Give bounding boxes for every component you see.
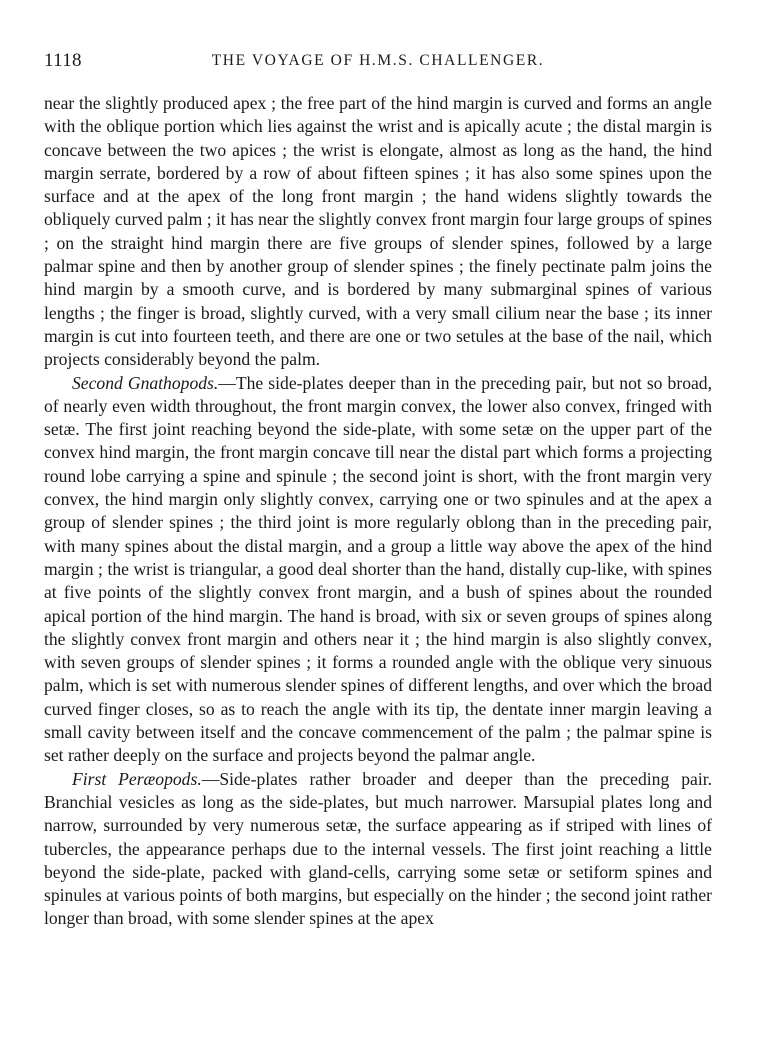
body-text	[44, 92, 712, 931]
section-heading: Second Gnathopods.	[72, 372, 219, 393]
paragraph-first-peraeopods	[44, 768, 712, 931]
paragraph-second-gnathopods	[44, 372, 712, 768]
paragraph-text: —Side-plates rather broader and deeper than the preceding pair. Branchial vesicles as long as the side-plates, but much narrower. Marsupial plates long and narrow, surrounded by very numerous setæ, the surface appearing as if striped with lines of tubercles, the appearance perhaps due to the internal vessels. The first joint reaching a little beyond the side-plate, packed with gland-cells, carrying some setæ or setiform spines and spinules at various points of both margins, but especially on the hinder ; the second joint rather longer than broad, with some slender spines at the apex	[44, 768, 712, 929]
paragraph-continued	[44, 92, 712, 372]
page-header	[44, 50, 712, 76]
paragraph-text: —The side-plates deeper than in the preceding pair, but not so broad, of nearly even width throughout, the front margin convex, the lower also convex, fringed with setæ. The first joint reaching beyond the side-plate, with some setæ on the upper part of the convex hind margin, the front margin concave till near the distal part which forms a projecting round lobe carrying a spine and spinule ; the second joint is short, with the front margin very convex, the hind margin only slightly convex, carrying one or two spinules and at the apex a group of slender spines ; the third joint is more regularly oblong than in the preceding pair, with many spines about the distal margin, and a group a little way above the apex of the hind margin ; the wrist is triangular, a good deal shorter than the hand, distally cup-like, with spines at five points of the slightly convex front margin, and a bush of spines about the rounded apical portion of the hind margin. The hand is broad, with six or seven groups of spines along the slightly convex front margin and others near it ; the hind margin is also slightly convex, with seven groups of slender spines ; it forms a rounded angle with the oblique very sinuous palm, which is set with numerous slender spines of different lengths, and over which the broad curved finger closes, so as to reach the angle with its tip, the dentate inner margin leaving a small cavity between itself and the concave commencement of the palm ; the palmar spine is set rather deeply on the surface and projects beyond the palmar angle.	[44, 372, 713, 766]
paragraph-text: near the slightly produced apex ; the free part of the hind margin is curved and forms an angle with the oblique portion which lies against the wrist and is apically acute ; the distal margin is concave between the two apices ; the wrist is elongate, almost as long as the hand, the hind margin serrate, bordered by a row of about fifteen spines ; it has also some spines upon the surface and at the apex of the long front margin ; the hand widens slightly towards the obliquely curved palm ; it has near the slightly convex front margin four large groups of spines ; on the straight hind margin there are five groups of slender spines, followed by a large palmar spine and then by another group of slender spines ; the finely pectinate palm joins the hind margin by a smooth curve, and is bordered by many submarginal spines of various lengths ; the finger is broad, slightly curved, with a very small cilium near the base ; its inner margin is cut into fourteen teeth, and there are one or two setules at the base of the nail, which projects considerably beyond the palm.	[44, 93, 712, 370]
running-title: THE VOYAGE OF H.M.S. CHALLENGER.	[211, 52, 545, 69]
page-number: 1118	[44, 50, 82, 71]
section-heading: First Peræopods.	[72, 768, 202, 789]
